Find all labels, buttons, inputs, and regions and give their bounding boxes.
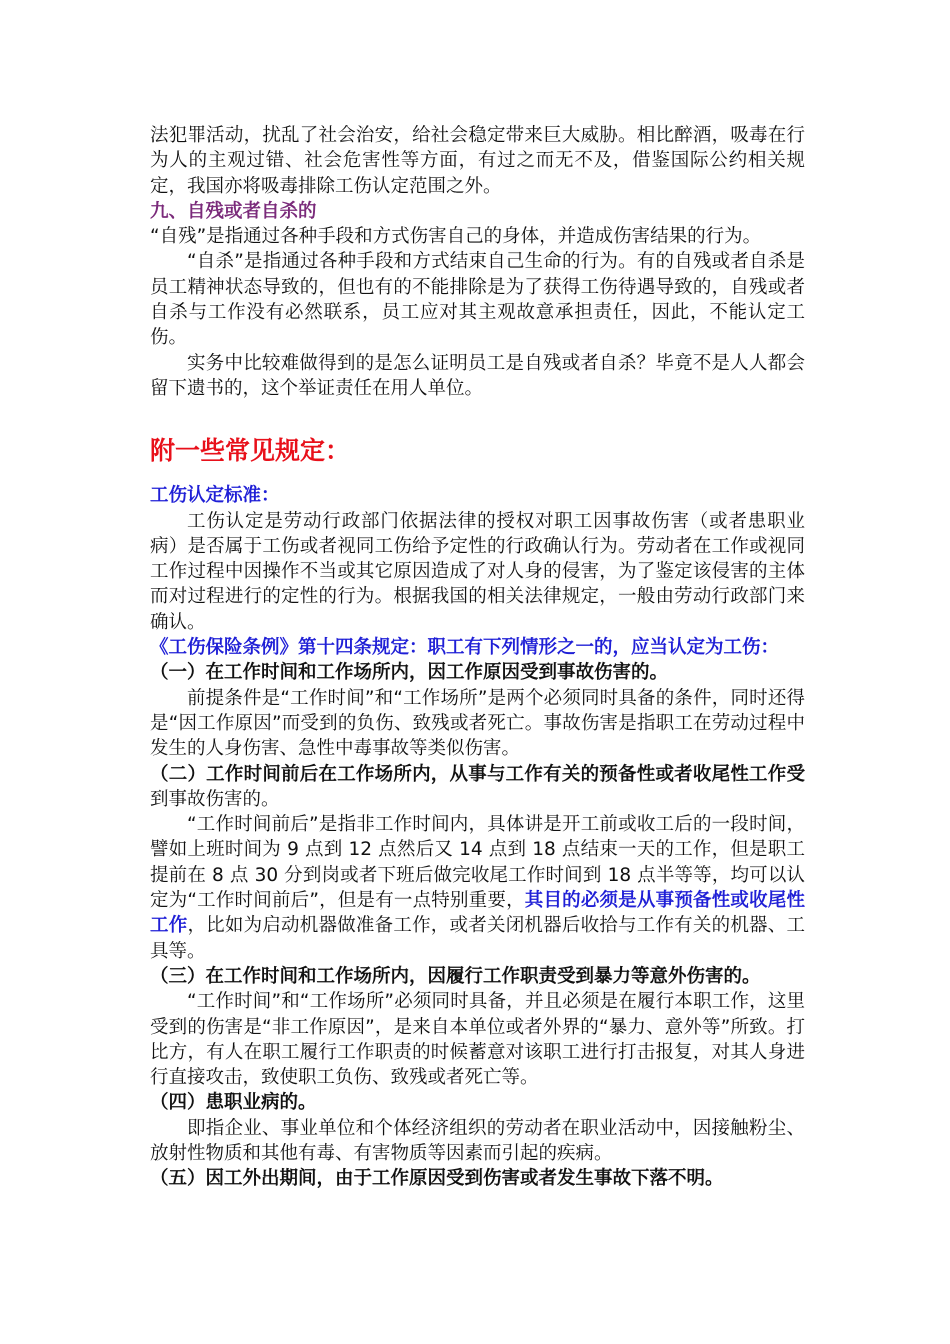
- paragraph-self-harm-def: “自残”是指通过各种手段和方式伤害自己的身体，并造成伤害结果的行为。: [150, 226, 762, 248]
- clause-2-title-rest: 到事故伤害的。: [150, 788, 280, 810]
- paragraph-drug: 法犯罪活动，扰乱了社会治安，给社会稳定带来巨大威胁。相比醉酒，吸毒在行为人的主观过错、社会危害性等方面，有过之而无不及，借鉴国际公约相关规定，我国亦将吸毒排除工伤认定范围之外。: [150, 125, 805, 197]
- heading-standard: 工伤认定标准：: [150, 485, 280, 507]
- clause-2-body-highlight: 其目的必须是从事预备性或收尾性工作: [150, 890, 805, 937]
- clause-2-title-bold: （二）工作时间前后在工作场所内，从事与工作有关的预备性或者收尾性工作受: [150, 763, 805, 785]
- clause-3-title: （三）在工作时间和工作场所内，因履行工作职责受到暴力等意外伤害的。: [150, 965, 761, 987]
- clause-2-body: [150, 812, 805, 964]
- clause-2-body-a: “工作时间前后”是指非工作时间内，具体讲是开工前或收工后的一段时间，譬如上班时间为 9 点到 12 点然后又 14 点到 18 点结束一天的工作，但是职工提前在 8 点 30 分到岗或者下班后做完收尾工作时间到 18 点半等等，均可以认定为“工作时间前后”，但是有一点特别重要，: [150, 814, 805, 912]
- document-page: [150, 123, 805, 1192]
- heading-appendix: 附一些常见规定：: [150, 436, 351, 466]
- clause-1-body: 前提条件是“工作时间”和“工作场所”是两个必须同时具备的条件，同时还得是“因工作原因”而受到的负伤、致残或者死亡。事故伤害是指职工在劳动过程中发生的人身伤害、急性中毒事故等类似伤害。: [150, 687, 805, 760]
- paragraph-suicide-def: “自杀”是指通过各种手段和方式结束自己生命的行为。有的自残或者自杀是员工精神状态导致的，但也有的不能排除是为了获得工伤待遇导致的，自残或者自杀与工作没有必然联系，员工应对其主观故意承担责任，因此，不能认定工伤。: [150, 251, 805, 349]
- clause-3-body: “工作时间”和“工作场所”必须同时具备，并且必须是在履行本职工作，这里受到的伤害是“非工作原因”，是来自本单位或者外界的“暴力、意外等”所致。打比方，有人在职工履行工作职责的时候蓄意对该职工进行打击报复，对其人身进行直接攻击，致使职工负伤、致残或者死亡等。: [150, 991, 805, 1089]
- paragraph-standard: 工伤认定是劳动行政部门依据法律的授权对职工因事故伤害（或者患职业病）是否属于工伤或者视同工伤给予定性的行政确认行为。劳动者在工作或视同工作过程中因操作不当或其它原因造成了对人身的侵害，为了鉴定该侵害的主体而对过程进行的定性的行为。根据我国的相关法律规定，一般由劳动行政部门来确认。: [150, 510, 805, 633]
- paragraph-practice: 实务中比较难做得到的是怎么证明员工是自残或者自杀？毕竟不是人人都会留下遗书的，这个举证责任在用人单位。: [150, 352, 805, 399]
- clause-2-body-b: ，比如为启动机器做准备工作，或者关闭机器后收拾与工作有关的机器、工具等。: [150, 915, 805, 962]
- clause-2-title: [150, 762, 805, 813]
- heading-regulation: 《工伤保险条例》第十四条规定：职工有下列情形之一的，应当认定为工伤：: [150, 637, 780, 659]
- clause-4-title: （四）患职业病的。: [150, 1092, 317, 1114]
- heading-self-harm: 九、自残或者自杀的: [150, 200, 317, 222]
- clause-5-title: （五）因工外出期间，由于工作原因受到伤害或者发生事故下落不明。: [150, 1168, 724, 1190]
- clause-1-title: （一）在工作时间和工作场所内，因工作原因受到事故伤害的。: [150, 662, 669, 684]
- clause-4-body: 即指企业、事业单位和个体经济组织的劳动者在职业活动中，因接触粉尘、放射性物质和其他有毒、有害物质等因素而引起的疾病。: [150, 1117, 805, 1164]
